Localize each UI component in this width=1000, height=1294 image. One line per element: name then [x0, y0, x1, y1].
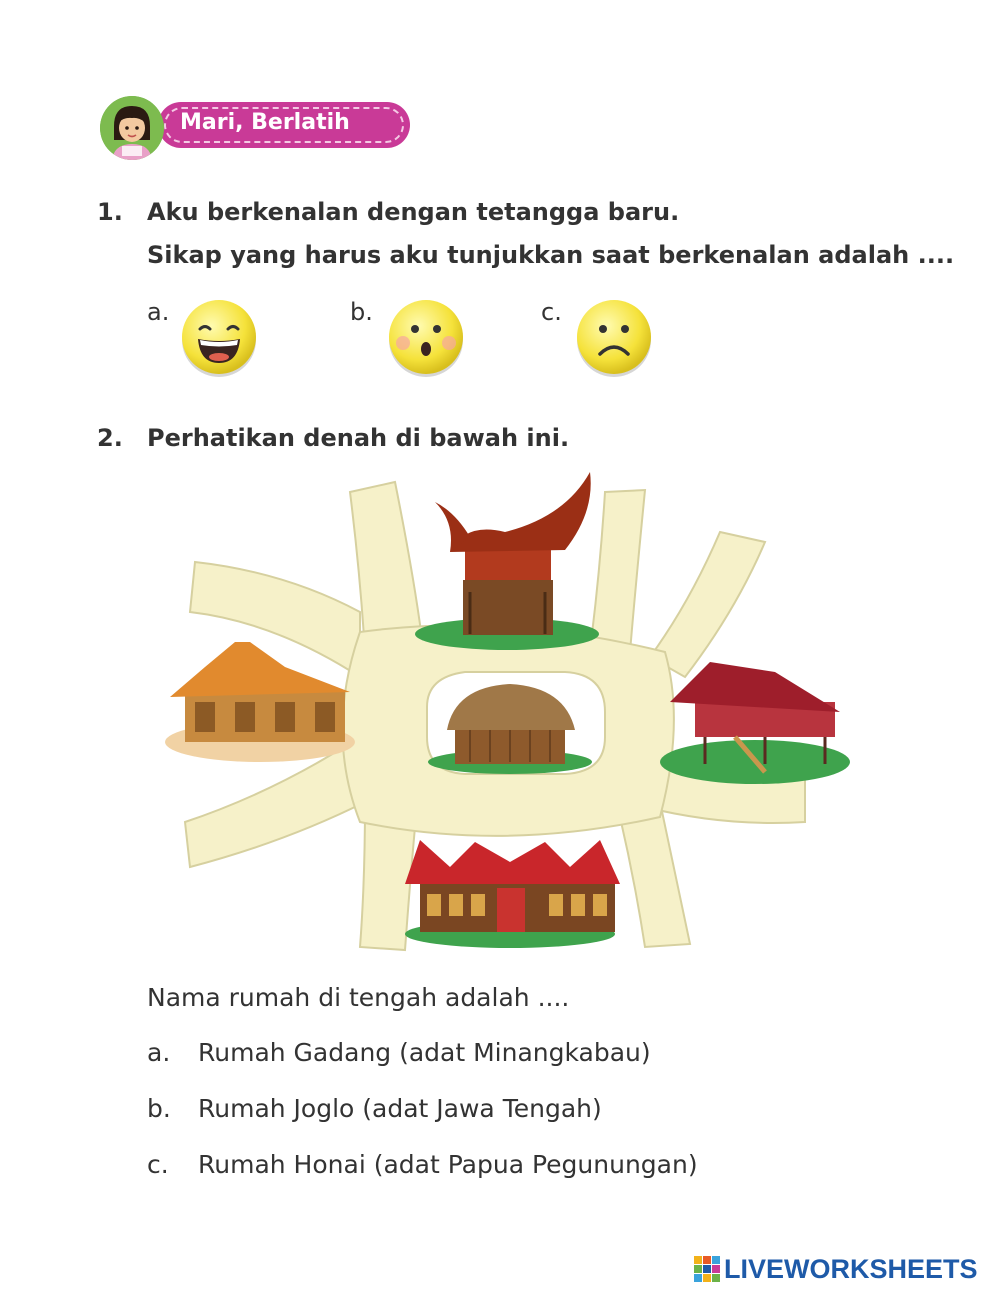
neighborhood-map — [165, 462, 855, 957]
laughing-face-icon[interactable] — [178, 297, 260, 379]
question-2-prompt: Perhatikan denah di bawah ini. — [147, 424, 570, 452]
question-1-line-1: Aku berkenalan dengan tetangga baru. — [147, 198, 680, 226]
question-2-number: 2. — [97, 424, 123, 452]
section-title: Mari, Berlatih — [180, 110, 350, 135]
question-2-text: Nama rumah di tengah adalah .... — [147, 983, 570, 1012]
option-a-label: a. — [147, 298, 170, 326]
joglo-house-icon — [165, 642, 355, 762]
sad-face-icon[interactable] — [573, 297, 655, 379]
rumah-gadang-house-icon — [405, 840, 620, 948]
logo-text: LIVEWORKSHEETS — [724, 1253, 978, 1284]
stilt-house-icon — [660, 662, 850, 784]
question-1-number: 1. — [97, 198, 123, 226]
answer-b-label: b. — [147, 1094, 171, 1123]
answer-c-text[interactable]: Rumah Honai (adat Papua Pegunungan) — [198, 1150, 698, 1179]
option-c-label: c. — [541, 298, 562, 326]
question-1-line-2: Sikap yang harus aku tunjukkan saat berkenalan adalah .... — [147, 241, 955, 269]
tongkonan-house-icon — [415, 472, 599, 650]
answer-c-label: c. — [147, 1150, 169, 1179]
honai-house-icon — [428, 684, 592, 774]
answer-a-text[interactable]: Rumah Gadang (adat Minangkabau) — [198, 1038, 651, 1067]
logo-blocks-icon — [694, 1256, 720, 1282]
option-b-label: b. — [350, 298, 373, 326]
answer-a-label: a. — [147, 1038, 171, 1067]
section-badge — [100, 96, 412, 160]
girl-avatar-icon — [100, 96, 164, 160]
answer-b-text[interactable]: Rumah Joglo (adat Jawa Tengah) — [198, 1094, 602, 1123]
liveworksheets-logo — [694, 1254, 978, 1284]
surprised-face-icon[interactable] — [385, 297, 467, 379]
